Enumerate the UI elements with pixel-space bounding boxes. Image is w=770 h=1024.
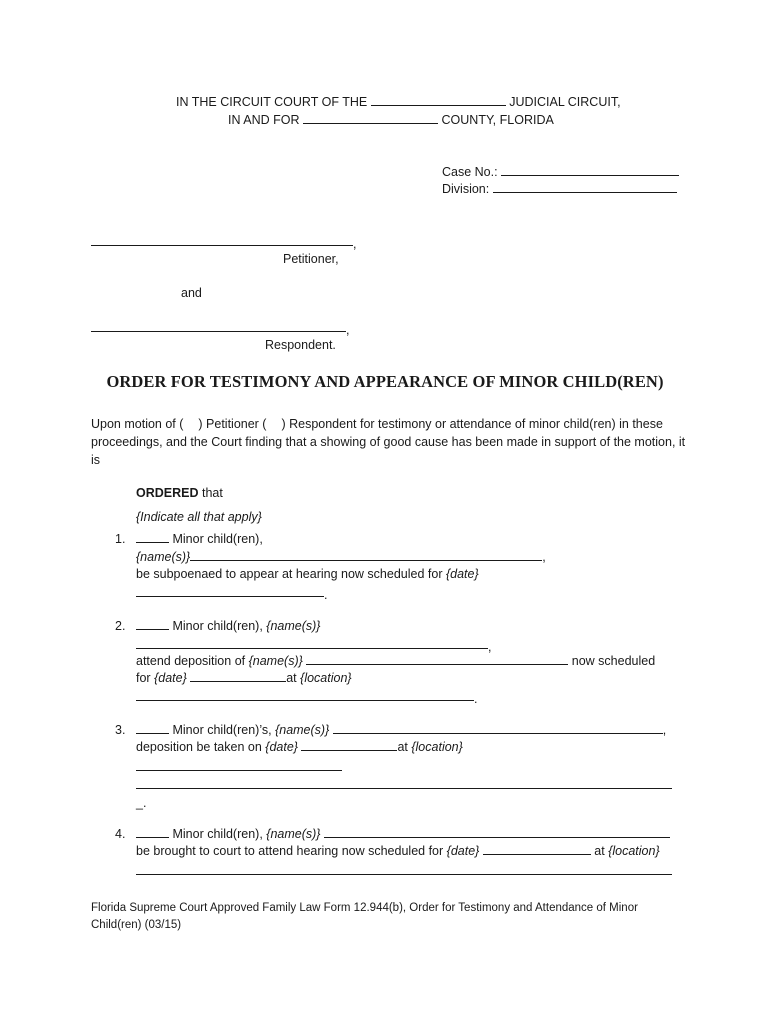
- item-1-date-line[interactable]: [136, 596, 324, 597]
- item-3-date-field[interactable]: [301, 739, 397, 751]
- item-2-location-line[interactable]: [136, 700, 474, 701]
- item-4-names-field[interactable]: [324, 826, 670, 838]
- item-3-ending: _.: [136, 796, 147, 810]
- petitioner-comma: ,: [353, 237, 357, 251]
- item-1-number: 1.: [115, 532, 126, 546]
- ordered-line: ORDERED that: [136, 486, 223, 500]
- item-4-text-row: be brought to court to attend hearing now scheduled for {date} at {location}: [136, 844, 660, 858]
- item-3-checkbox-blank[interactable]: [136, 722, 169, 734]
- item-2-date-field[interactable]: [190, 670, 286, 682]
- division-row: Division:: [442, 181, 677, 198]
- item-2-number: 2.: [115, 619, 126, 633]
- item-4-header: Minor child(ren), {name(s)}: [136, 826, 670, 843]
- circuit-court-line: IN THE CIRCUIT COURT OF THE JUDICIAL CIRCUIT,: [176, 95, 621, 109]
- item-4-location-line[interactable]: [136, 874, 672, 875]
- county-blank[interactable]: [303, 112, 438, 124]
- respondent-name-line[interactable]: [91, 331, 346, 332]
- footer-form-citation: Florida Supreme Court Approved Family Law Form 12.944(b), Order for Testimony and Attendance of Minor Child(ren) (03/15): [91, 902, 638, 931]
- item-2-comma: ,: [488, 640, 492, 654]
- item-1-header: Minor child(ren),: [136, 531, 263, 548]
- item-4-checkbox-blank[interactable]: [136, 826, 169, 838]
- item-3-names-field[interactable]: [333, 722, 663, 734]
- item-4-number: 4.: [115, 827, 126, 841]
- county-line: IN AND FOR COUNTY, FLORIDA: [228, 113, 554, 127]
- and-label: and: [181, 286, 202, 300]
- item-1-checkbox-blank[interactable]: [136, 531, 169, 543]
- circuit-blank[interactable]: [371, 94, 506, 106]
- item-3-location-line-1[interactable]: [136, 770, 342, 771]
- division-field[interactable]: [493, 181, 677, 193]
- item-2-header: Minor child(ren), {name(s)}: [136, 618, 320, 635]
- item-3-location-line-2[interactable]: [136, 788, 672, 789]
- item-4-date-field[interactable]: [483, 843, 591, 855]
- item-1-text: be subpoenaed to appear at hearing now scheduled for {date}: [136, 567, 479, 581]
- item-1-period: .: [324, 588, 328, 602]
- item-2-attend-row: attend deposition of {name(s)} now scheduled: [136, 654, 656, 668]
- case-no-field[interactable]: [501, 164, 679, 176]
- case-no-row: Case No.:: [442, 164, 679, 181]
- page-title: ORDER FOR TESTIMONY AND APPEARANCE OF MINOR CHILD(REN): [106, 372, 664, 391]
- intro-paragraph: Upon motion of ( ) Petitioner ( ) Respondent for testimony or attendance of minor child(ren) in these proceedings, and the Court finding that a showing of good cause has been made in support of the motion, it is: [91, 417, 686, 467]
- indicate-instruction: {Indicate all that apply}: [136, 510, 262, 524]
- item-2-checkbox-blank[interactable]: [136, 618, 169, 630]
- item-3-depo-row: deposition be taken on {date} at {location}: [136, 740, 463, 754]
- item-1-names-field[interactable]: [190, 549, 542, 561]
- respondent-comma: ,: [346, 323, 350, 337]
- respondent-label: Respondent.: [265, 338, 336, 352]
- petitioner-label: Petitioner,: [283, 252, 339, 266]
- item-2-period: .: [474, 692, 478, 706]
- item-2-deponent-field[interactable]: [306, 653, 568, 665]
- item-2-for-row: for {date} at {location}: [136, 671, 352, 685]
- item-3-header: Minor child(ren)’s, {name(s)} ,: [136, 722, 666, 739]
- item-2-names-line[interactable]: [136, 648, 488, 649]
- item-1-names-row: {name(s)} ,: [136, 550, 546, 564]
- item-3-number: 3.: [115, 723, 126, 737]
- petitioner-name-line[interactable]: [91, 245, 353, 246]
